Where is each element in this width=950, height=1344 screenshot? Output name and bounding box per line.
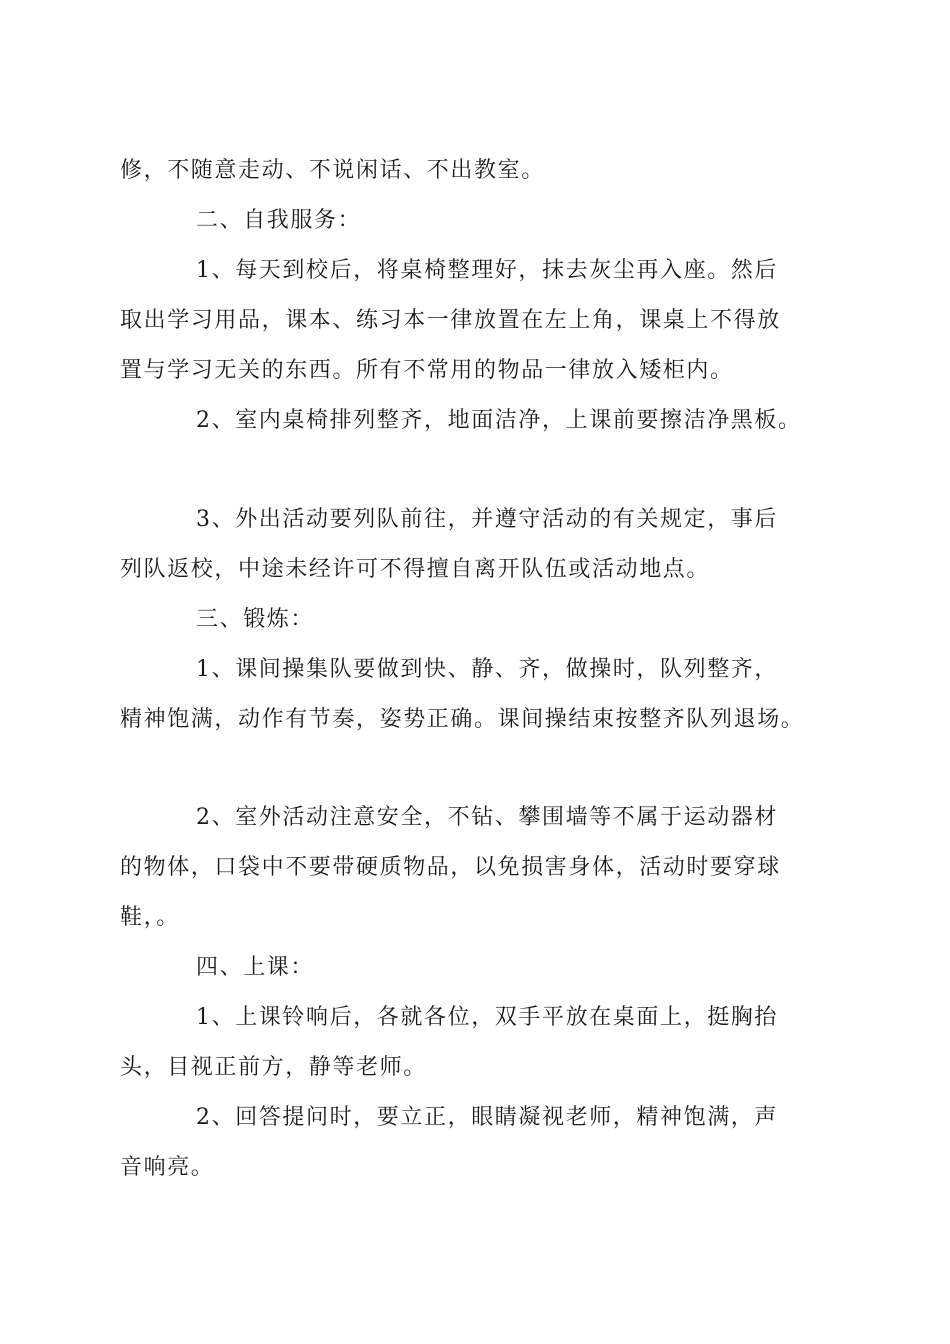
paragraph-line: 2、室内桌椅排列整齐，地面洁净，上课前要擦洁净黑板。 bbox=[196, 408, 802, 433]
paragraph-line: 精神饱满，动作有节奏，姿势正确。课间操结束按整齐队列退场。 bbox=[120, 707, 805, 732]
section-heading: 二、自我服务： bbox=[196, 208, 362, 233]
section-heading: 三、锻炼： bbox=[196, 607, 315, 632]
paragraph-line: 1、每天到校后，将桌椅整理好，抹去灰尘再入座。然后 bbox=[196, 258, 778, 283]
paragraph-line: 的物体，口袋中不要带硬质物品，以免损害身体，活动时要穿球 bbox=[120, 855, 781, 880]
paragraph-line: 取出学习用品，课本、练习本一律放置在左上角，课桌上不得放 bbox=[120, 308, 781, 333]
paragraph-line: 修，不随意走动、不说闲话、不出教室。 bbox=[120, 158, 545, 183]
paragraph-line: 头，目视正前方，静等老师。 bbox=[120, 1055, 427, 1080]
paragraph-line: 1、课间操集队要做到快、静、齐，做操时，队列整齐， bbox=[196, 657, 778, 682]
paragraph-line: 音响亮。 bbox=[120, 1155, 215, 1180]
paragraph-line: 列队返校，中途未经许可不得擅自离开队伍或活动地点。 bbox=[120, 557, 711, 582]
paragraph-line: 置与学习无关的东西。所有不常用的物品一律放入矮柜内。 bbox=[120, 358, 734, 383]
paragraph-line: 鞋，。 bbox=[120, 905, 180, 930]
section-heading: 四、上课： bbox=[196, 955, 315, 980]
paragraph-line: 3、外出活动要列队前往，并遵守活动的有关规定，事后 bbox=[196, 507, 778, 532]
paragraph-line: 2、回答提问时，要立正，眼睛凝视老师，精神饱满，声 bbox=[196, 1105, 778, 1130]
paragraph-line: 1、上课铃响后，各就各位，双手平放在桌面上，挺胸抬 bbox=[196, 1005, 778, 1030]
paragraph-line: 2、室外活动注意安全，不钻、攀围墙等不属于运动器材 bbox=[196, 805, 778, 830]
